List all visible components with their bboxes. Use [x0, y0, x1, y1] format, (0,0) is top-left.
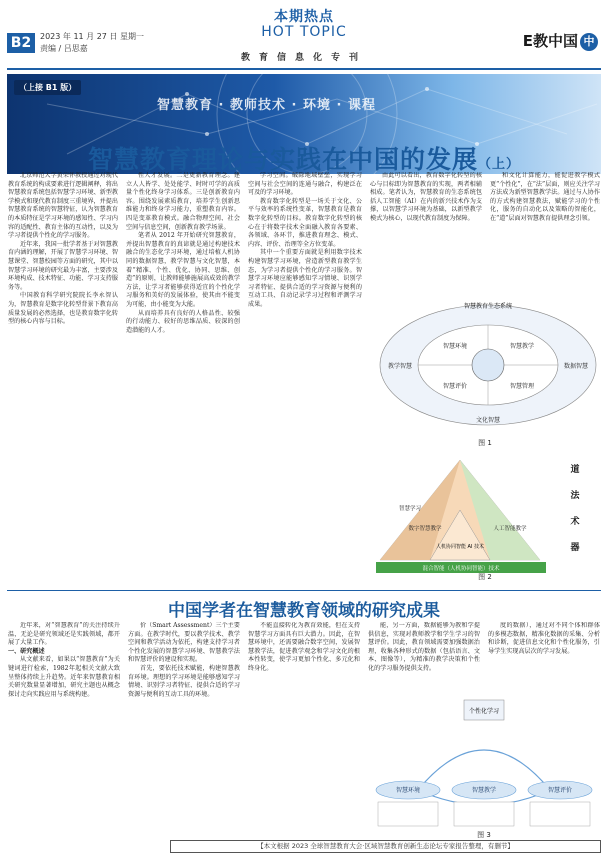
logo-text: E教中国 [522, 32, 578, 50]
fig2-level-label: 法 [570, 491, 580, 501]
article1-col4: 由此可以看出，教育数字化转型的核心与目标即为智慧教育的实现，两者相辅相成。笔者认为，智慧教育的生态系统包括人工智能（AI）在内的新兴技术作为支撑，以智慧学习环境为基础，以新型教学模式为核心，以现代教育制度为保障。 [370, 172, 482, 222]
editor-credit: 责编 / 吕思嘉 [40, 44, 88, 53]
fig2-level-label: 术 [570, 517, 580, 527]
section-title-en: HOT TOPIC [261, 24, 347, 40]
page-header [0, 0, 608, 72]
article2-col1: 近年来，对“智慧教育”的关注持续升温，无论是研究领域还是实践领域，都开展了大量工作。 一、研究概述 从文献来看，如果以“智慧教育”为关键词进行检索，1982年起相关文献大致呈整体持续上升趋势。近年来智慧教育相关研究数量显著增加，研究主题也从概念探讨走向实践应用与系统构建。 [8, 622, 120, 698]
section-rule [7, 590, 601, 591]
title-main: 智慧教育理论与实践在中国的发展 [87, 145, 478, 174]
article2-col2: 价（Smart Assessment）三个主要方面。在教学时代，要以教学技术、教学空间和教学活动为依托，构建支持学习者个性化发展的智慧学习环境、智慧教学法和智慧评价的建设和实现。 首先，要依托技术赋能，构建智慧教育环境。理想的学习环境是能够感知学习情境、识别学习者特征、提供合适的学习资源与便利的互动工具的环境。 [128, 622, 240, 698]
section-subtitle: 教育信息化专刊 [240, 53, 367, 63]
continued-tag: （上接 B1 版） [14, 80, 81, 95]
article1-col5: 和文化计算能力，能促进教学模式更“个性化”，在“法”层面，则应关注学习方法成为新型智慧教学法。通过与人协作的方式构建智慧教法，赋能学习的个性化，服务的自动化以及策略的智能化，在“道”层面对智慧教育提供理念引领。 [490, 172, 600, 222]
article2-col3: 不能直接转化为教育效能，但在支持智慧学习方面具有巨大潜力。因此，在智慧环境中，还需要融合数字空间，发展智慧教学法，促进教学观念和学习文化的根本性转变，使学习更加个性化、多元化和终身化。 [248, 622, 360, 672]
article1-col3: 学习空间。破除地域壁垒，实现学习空间与社会空间的连通与融合，构建泛在可及的学习环境。 教育数字化转型是一场关于文化、公平与效率的系统性变革，智慧教育是教育数字化转型的目标。教育数字化转型的核心在于将数字技术全面融入教育各要素、各领域、各环节，推进教育理念、模式、内容、评价、治理等全方位变革。 其中一个重要方面就是利用数字技术构建智慧学习环境，营造新型教育教学生态，为学习者提供个性化的学习服务。智慧学习环境应能够感知学习情境、识别学习者特征、提供合适的学习资源与便利的互动工具、自动记录学习过程和评测学习成果。 [248, 172, 362, 308]
page-number: B2 [7, 33, 35, 53]
article1-col2: 性人才发展。二是更新教育理念。建立人人皆学、处处能学、时时可学的高质量个性化终身学习体系。三是创新教育内容。围绕发展素质教育，培养学生创新思维能力和终身学习能力，重塑教育内容。四是变革教育模式。融合物理空间、社会空间与信息空间，创新教育教学场景。 笔者从 2012 年开始研究智慧教育，并提出智慧教育的真谛就是通过构建技术融合的生态化学习环境，通过培植人机协同的数据智慧，教学智慧与文化智慧，本着“精准、个性、优化、协同、思维、创造”的原则，让教师能够施展高成效的教学方法，让学习者能够获得适宜的个性化学习服务和美好的发展体验，使其由不能变为可能，由小能变为大能。 从而培养具有良好的人格品性、较强的行动能力、较好的思维品质、较深的创造潜能的人才。 [126, 172, 240, 334]
title-suffix: （上） [478, 157, 521, 172]
fig1-outer-label: 智慧教育生态系统 [463, 303, 513, 310]
fig1-label: 文化智慧 [475, 417, 501, 424]
fig3-node: 智慧评价 [547, 787, 573, 794]
fig1-label: 数据智慧 [563, 363, 589, 370]
fig2-base-label: 混合智能（人机协同智能）技术 [422, 566, 500, 572]
footer-note: 【本文根据 2023 全球智慧教育大会·区域智慧教育创新生态论坛专家报告整理，有删节】 [170, 840, 601, 853]
figure3-diagram [368, 690, 600, 830]
figure1-caption: 图 1 [478, 439, 492, 447]
article2-col5: 度的数据），通过对不同个体和群体的多模态数据，精准化数据的采集、分析和诊断，促进信息文化和个性化服务，引导学生实现高层次的学习发展。 [488, 622, 600, 655]
figure2-caption: 图 2 [478, 573, 492, 581]
article-title [0, 140, 608, 176]
issue-date: 2023 年 11 月 27 日 星期一 [40, 32, 144, 41]
article2-col4: 能，另一方面，数据能够为教和学提供信息，实现对教师教学和学生学习的智慧评价。因此，教育领域需要加强数据治理，收集各种形式的数据（包括语言、文本、图像等），为精准的教学决策和个性化的学习服务提供支持。 [368, 622, 480, 672]
figure3-caption: 图 3 [477, 831, 491, 839]
banner-words: 智慧教育 · 教师技术 · 环境 · 课程 [157, 98, 376, 113]
fig1-label: 智慧教学 [509, 343, 535, 350]
fig3-node: 智慧教学 [471, 787, 497, 794]
figure2-diagram [370, 450, 600, 582]
section-title-cn: 本期热点 [274, 9, 334, 25]
logo-mark-icon: 中 [580, 33, 598, 51]
fig3-node: 智慧环境 [395, 787, 421, 794]
article2-title: 中国学者在智慧教育领域的研究成果 [168, 601, 440, 621]
fig2-level-label: 器 [570, 543, 580, 553]
fig1-label: 智慧管理 [509, 383, 535, 390]
fig2-tri-label: 人工智能教学 [493, 526, 527, 532]
header-rule [7, 68, 601, 70]
fig1-label: 智慧环境 [442, 343, 468, 350]
brand-logo [523, 30, 598, 51]
fig2-center-label: 人机协同智能 AI 技术 [435, 544, 485, 550]
fig1-label: 教学智慧 [387, 363, 413, 370]
figure1-diagram [370, 300, 600, 435]
fig1-label: 智慧评价 [442, 383, 468, 390]
fig2-tri-label: 数字智慧教学 [408, 526, 442, 532]
fig2-tri-label: 智慧学习 [398, 506, 422, 512]
article1-col1: 北京师范大学黄荣怀教授通过对现代教育系统的构成要素进行逻辑阐释，将出智慧教育系统包括智慧学习环境、新型教学模式和现代教育制度三重境界，并提出智慧教育系统的智慧特征，认为智慧教育的本质特征是学习环境的感知性、学习内容的适配性、教育主体的互动性，以及为学习者提供个性化的学习服务。 近年来，我国一批学者基于对智慧教育内涵的理解，开展了智慧学习环境、智慧课堂、智慧校园等方面的研究，其中以智慧学习环境的研究最为丰富，主要涉及环境构成、技术特征、功能、学习支持服务等。 中国教育科学研究院院长李永智认为，智慧教育是数字化转型背景下教育高质量发展的必然选择，也是教育数字化转型的核心内容与目标。 [8, 172, 118, 326]
fig2-level-label: 道 [570, 465, 580, 475]
fig3-node: 个性化学习 [468, 708, 500, 715]
